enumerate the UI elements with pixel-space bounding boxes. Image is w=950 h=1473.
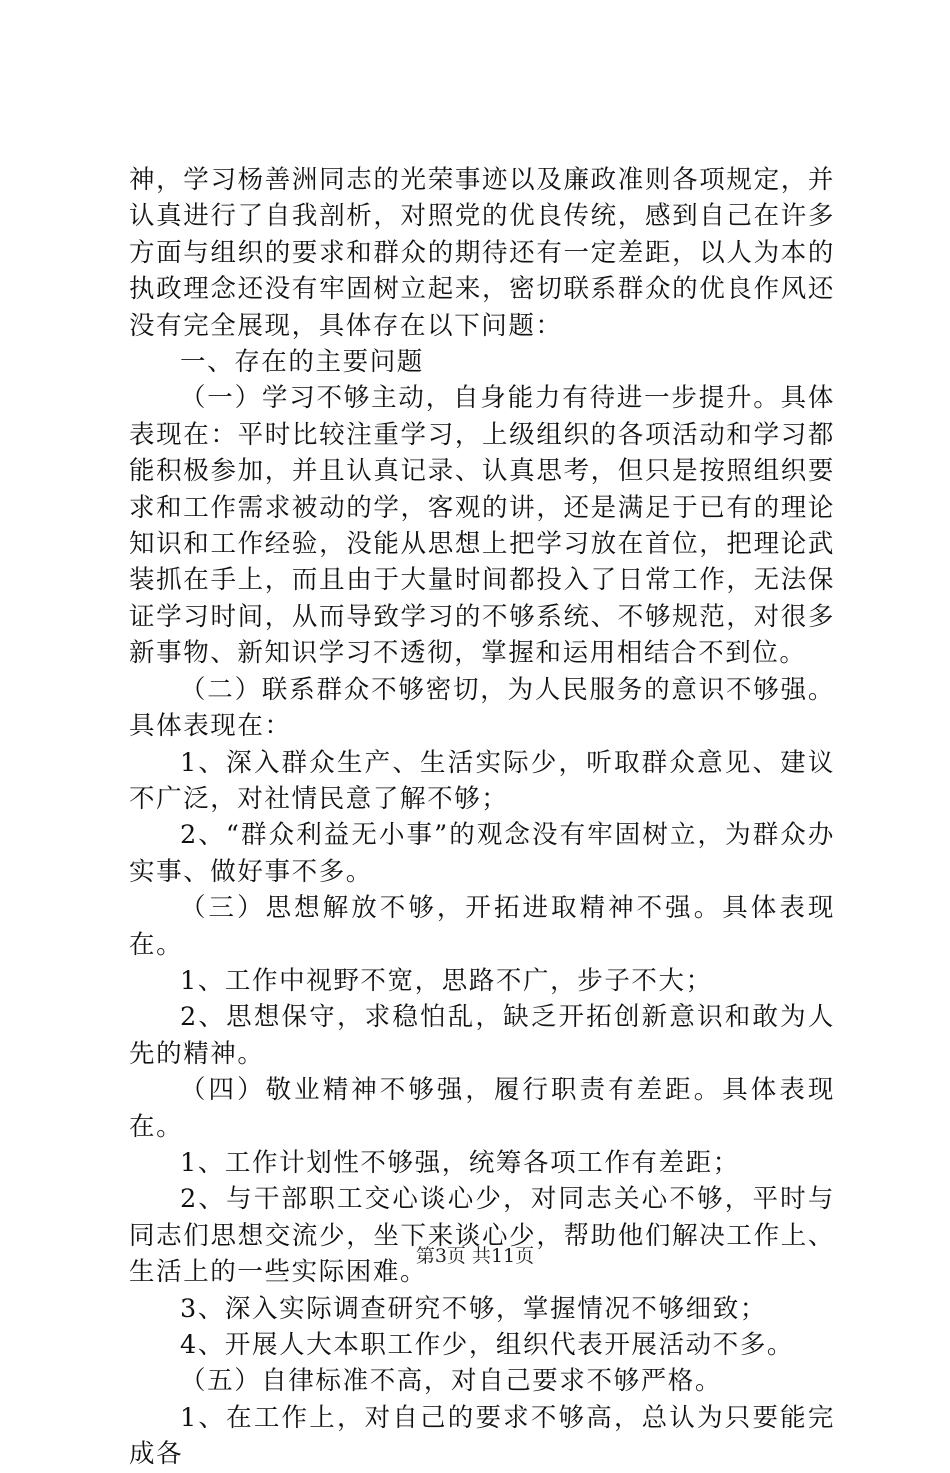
subsection-2-mass-contact: （二）联系群众不够密切，为人民服务的意识不够强。具体表现在：: [129, 674, 835, 742]
list-item: 1、工作计划性不够强，统筹各项工作有差距；: [180, 1147, 740, 1178]
page-number-footer: 第3页 共11页: [415, 1245, 535, 1267]
list-item: 1、在工作上，对自己的要求不够高，总认为只要能完成各: [129, 1402, 835, 1470]
document-body: [129, 162, 835, 1473]
subsection-3-thinking: （三）思想解放不够，开拓进取精神不强。具体表现在。: [129, 893, 835, 960]
subsection-1-learning: （一）学习不够主动，自身能力有待进一步提升。具体表现在：平时比较注重学习，上级组织的各项活动和学习都能积极参加，并且认真记录、认真思考，但只是按照组织要求和工作需求被动的学，客观的讲，还是满足于已有的理论知识和工作经验，没能从思想上把学习放在首位，把理论武装抓在手上，而且由于大量时间都投入了日常工作，无法保证学习时间，从而导致学习的不够系统、不够规范，对很多新事物、新知识学习不透彻，掌握和运用相结合不到位。: [129, 383, 835, 669]
list-item: 4、开展人大本职工作少，组织代表开展活动不多。: [180, 1330, 795, 1360]
list-item: 2、思想保守，求稳怕乱，缺乏开拓创新意识和敢为人先的精神。: [129, 1002, 835, 1069]
paragraph-intro: 神，学习杨善洲同志的光荣事迹以及廉政准则各项规定，并认真进行了自我剖析，对照党的优良传统，感到自己在许多方面与组织的要求和群众的期待还有一定差距，以人为本的执政理念还没有牢固树立起来，密切联系群众的优良作风还没有完全展现，具体存在以下问题：: [129, 165, 835, 341]
list-item: 1、工作中视野不宽，思路不广，步子不大；: [180, 965, 713, 996]
section-heading-main-problems: 一、存在的主要问题: [180, 347, 424, 378]
list-item: 2、“群众利益无小事”的观念没有牢固树立，为群众办实事、做好事不多。: [129, 820, 835, 887]
list-item: 2、与干部职工交心谈心少，对同志关心不够，平时与同志们思想交流少，坐下来谈心少，帮助他们解决工作上、生活上的一些实际困难。: [129, 1184, 835, 1288]
subsection-5-self-discipline: （五）自律标准不高，对自己要求不够严格。: [180, 1366, 723, 1397]
subsection-4-dedication: （四）敬业精神不够强，履行职责有差距。具体表现在。: [129, 1075, 835, 1142]
list-item: 3、深入实际调查研究不够，掌握情况不够细致；: [180, 1293, 767, 1324]
list-item: 1、深入群众生产、生活实际少，听取群众意见、建议不广泛，对社情民意了解不够；: [129, 747, 835, 814]
